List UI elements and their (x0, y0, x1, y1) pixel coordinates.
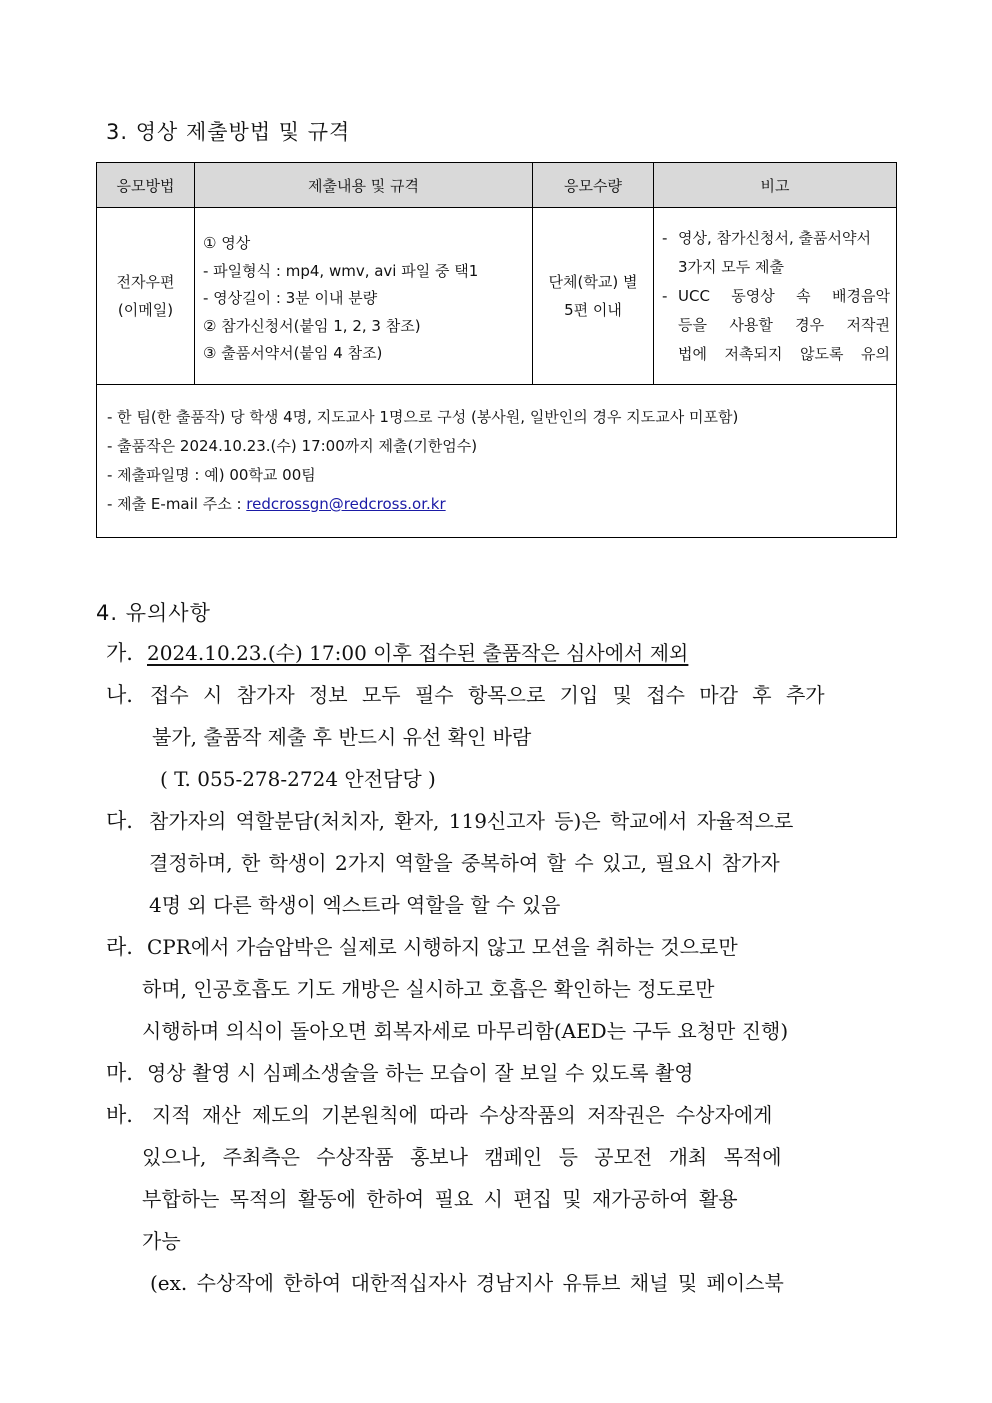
item-ba-line: 가능 (142, 1229, 181, 1253)
item-na-line: 접수 시 참가자 정보 모두 필수 항목으로 기입 및 접수 마감 후 추가 (150, 683, 825, 707)
item-na-line: ( T. 055-278-2724 안전담당 ) (160, 767, 436, 791)
note-text (678, 282, 890, 369)
email-label: - 제출 E-mail 주소 : (107, 495, 247, 513)
item-ga-text: 2024.10.23.(수) 17:00 이후 접수된 출품작은 심사에서 제외 (147, 641, 689, 665)
method-line: 전자우편 (116, 273, 175, 291)
submission-spec-table (96, 162, 897, 538)
note-dash: - (662, 286, 668, 305)
header-content: 제출내용 및 규격 (195, 163, 533, 208)
item-ba-line: 있으나, 주최측은 수상작품 홍보나 캠페인 등 공모전 개최 목적에 (142, 1145, 782, 1169)
note-text (678, 224, 890, 282)
item-ra-line: 시행하며 의식이 돌아오면 회복자세로 마무리함(AED는 구두 요청만 진행) (142, 1019, 789, 1043)
footer-line: - 한 팀(한 출품작) 당 학생 4명, 지도교사 1명으로 구성 (봉사원, 일반인의 경우 지도교사 미포함) (107, 408, 739, 426)
item-na-line: 불가, 출품작 제출 후 반드시 유선 확인 바람 (152, 725, 532, 749)
note-line: 등을 사용할 경우 저작권 (678, 315, 890, 334)
method-cell (97, 208, 195, 385)
table-footer-row (97, 385, 897, 538)
note-item (662, 282, 890, 369)
note-line: 3가지 모두 제출 (678, 257, 785, 276)
section-4-title: 4. 유의사항 (96, 601, 211, 625)
item-marker-na: 나. (106, 683, 133, 707)
item-da-line: 참가자의 역할분담(처치자, 환자, 119신고자 등)은 학교에서 자율적으로 (149, 809, 794, 833)
quantity-cell (533, 208, 654, 385)
item-ba-line: 부합하는 목적의 활동에 한하여 필요 시 편집 및 재가공하여 활용 (142, 1187, 738, 1211)
quantity-line: 5편 이내 (564, 301, 622, 319)
notes-cell (654, 208, 897, 385)
content-cell (195, 208, 533, 385)
content-line: ① 영상 (203, 234, 251, 253)
content-line: ③ 출품서약서(붙임 4 참조) (203, 344, 383, 363)
table-header-row (97, 163, 897, 208)
item-da-line: 결정하며, 한 학생이 2가지 역할을 중복하여 할 수 있고, 필요시 참가자 (149, 851, 780, 875)
section-3-title: 3. 영상 제출방법 및 규격 (106, 120, 351, 144)
note-item (662, 224, 890, 282)
item-da-line: 4명 외 다른 학생이 엑스트라 역할을 할 수 있음 (149, 893, 561, 917)
method-line: (이메일) (117, 301, 174, 319)
footer-line: - 제출파일명 : 예) 00학교 00팀 (107, 466, 316, 484)
note-line: 영상, 참가신청서, 출품서약서 (678, 228, 871, 247)
quantity-line: 단체(학교) 별 (548, 273, 638, 291)
item-marker-ra: 라. (106, 935, 133, 959)
content-line: - 파일형식 : mp4, wmv, avi 파일 중 택1 (203, 261, 479, 280)
footer-line (107, 490, 896, 519)
item-ba-line: (ex. 수상작에 한하여 대한적십자사 경남지사 유튜브 채널 및 페이스북 (150, 1271, 784, 1295)
email-link[interactable]: redcrossgn@redcross.or.kr (246, 495, 446, 513)
item-marker-ba: 바. (106, 1103, 133, 1127)
header-method: 응모방법 (97, 163, 195, 208)
item-ra-line: CPR에서 가슴압박은 실제로 시행하지 않고 모션을 취하는 것으로만 (147, 935, 738, 959)
table-row (97, 208, 897, 385)
item-ma-text: 영상 촬영 시 심폐소생술을 하는 모습이 잘 보일 수 있도록 촬영 (147, 1061, 694, 1085)
content-line: - 영상길이 : 3분 이내 분량 (203, 289, 378, 308)
header-quantity: 응모수량 (533, 163, 654, 208)
footer-cell (97, 385, 897, 538)
note-line: 법에 저촉되지 않도록 유의 (678, 344, 890, 363)
item-ba-line: 지적 재산 제도의 기본원칙에 따라 수상작품의 저작권은 수상자에게 (152, 1103, 773, 1127)
item-marker-ga: 가. (106, 641, 133, 665)
header-notes: 비고 (654, 163, 897, 208)
item-marker-ma: 마. (106, 1061, 133, 1085)
footer-line: - 출품작은 2024.10.23.(수) 17:00까지 제출(기한엄수) (107, 437, 478, 455)
note-line: UCC 동영상 속 배경음악 (678, 286, 890, 305)
content-line: ② 참가신청서(붙임 1, 2, 3 참조) (203, 316, 421, 335)
note-dash: - (662, 228, 668, 247)
item-marker-da: 다. (106, 809, 133, 833)
item-ra-line: 하며, 인공호흡도 기도 개방은 실시하고 호흡은 확인하는 정도로만 (142, 977, 715, 1001)
